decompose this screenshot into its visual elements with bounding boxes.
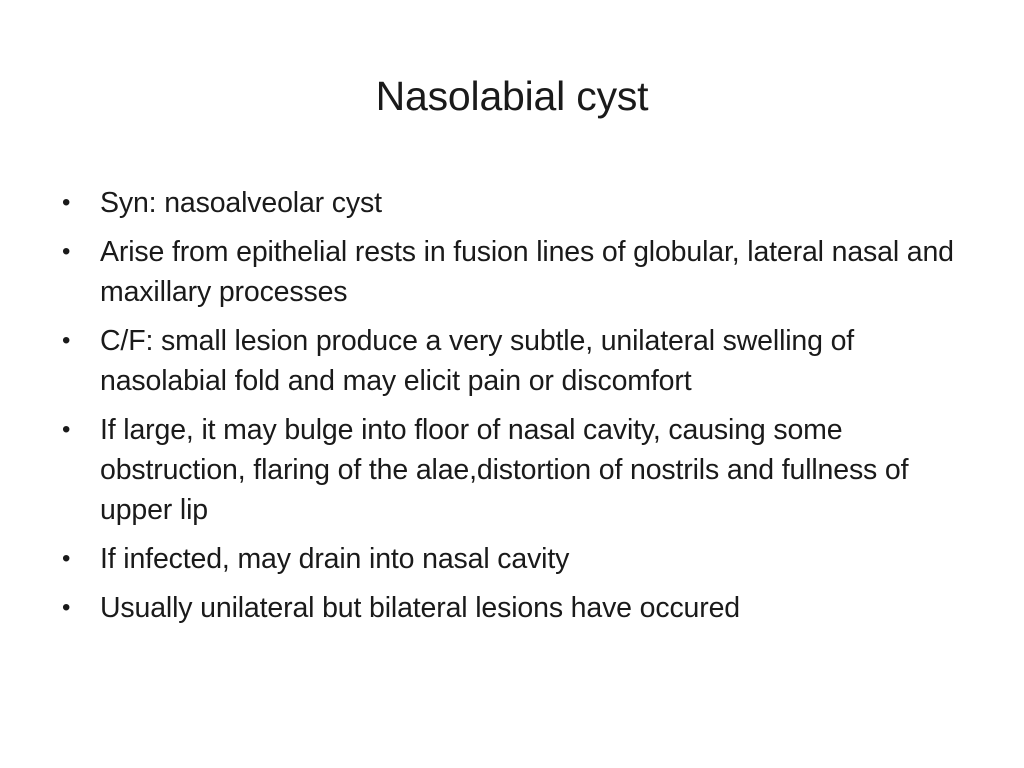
bullet-icon: • [62,327,71,354]
bullet-list [58,183,978,637]
bullet-text: Syn: nasoalveolar cyst [100,187,382,219]
bullet-item [58,539,978,579]
slide-title: Nasolabial cyst [375,73,649,119]
bullet-text: If infected, may drain into nasal cavity [100,543,570,575]
bullet-icon: • [62,416,71,443]
bullet-icon: • [62,594,71,621]
bullet-icon: • [62,545,71,572]
bullet-item [58,321,978,401]
bullet-text: C/F: small lesion produce a very subtle, unilateral swelling of nasolabial fold and may elicit pain or discomfort [100,325,855,397]
bullet-text: If large, it may bulge into floor of nasal cavity, causing some obstruction, flaring of the alae,distortion of nostrils and fullness of upper lip [100,414,909,526]
bullet-item [58,183,978,223]
bullet-text: Arise from epithelial rests in fusion lines of globular, lateral nasal and maxillary processes [100,236,954,308]
bullet-icon: • [62,238,71,265]
bullet-icon: • [62,189,71,216]
bullet-item [58,410,978,530]
bullet-item [58,232,978,312]
bullet-text: Usually unilateral but bilateral lesions have occured [100,592,740,624]
bullet-item [58,588,978,628]
